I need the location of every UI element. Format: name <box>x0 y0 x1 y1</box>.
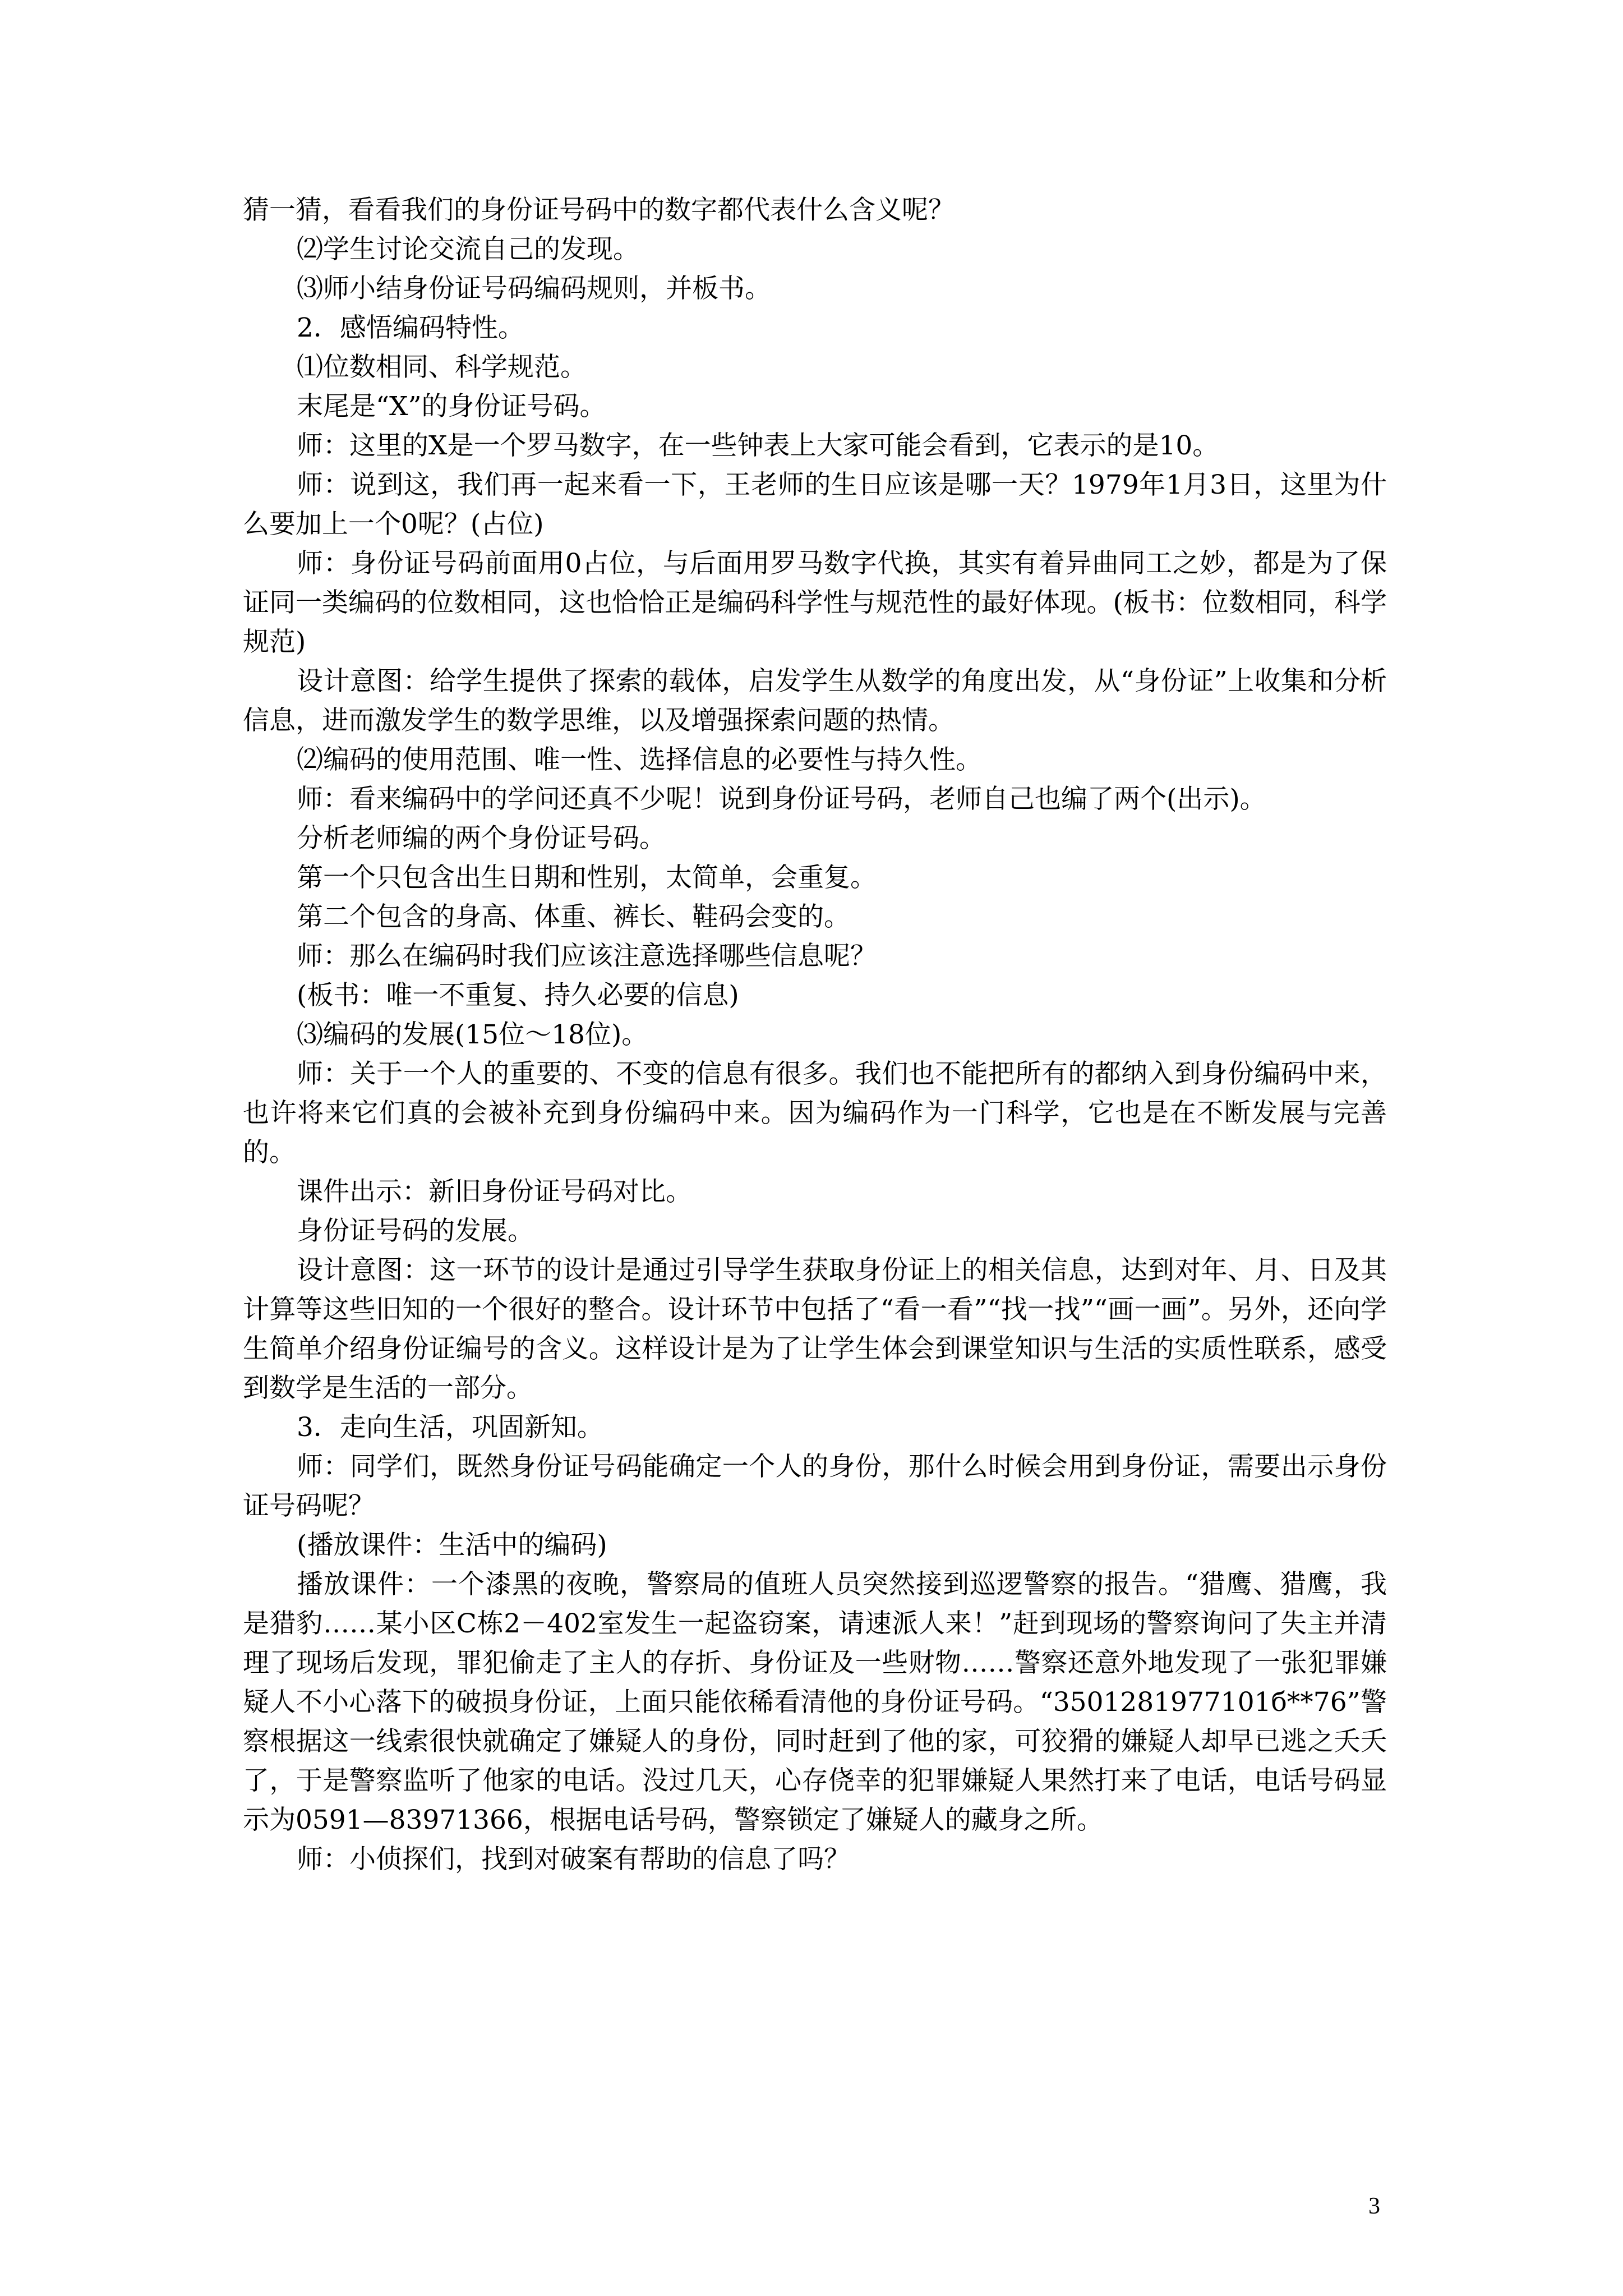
paragraph: (板书：唯一不重复、持久必要的信息) <box>297 980 739 1011</box>
paragraph: 师：这里的X是一个罗马数字，在一些钟表上大家可能会看到，它表示的是10。 <box>297 430 1219 461</box>
paragraph: 播放课件：一个漆黑的夜晚，警察局的值班人员突然接到巡逻警察的报告。“猎鹰、猎鹰，我是猎豹……某小区C栋2－402室发生一起盗窃案，请速派人来！”赶到现场的警察询问了失主并清理了现场后发现，罪犯偷走了主人的存折、身份证及一些财物……警察还意外地发现了一张犯罪嫌疑人不小心落下的破损身份证，上面只能依稀看清他的身份证号码。“3501281977101б**76”警察根据这一线索很快就确定了嫌疑人的身份，同时赶到了他的家，可狡猾的嫌疑人却早已逃之夭夭了，于是警察监听了他家的电话。没过几天，心存侥幸的犯罪嫌疑人果然打来了电话，电话号码显示为0591—83971366，根据电话号码，警察锁定了嫌疑人的藏身之所。 <box>243 1569 1387 1835</box>
paragraph: (播放课件：生活中的编码) <box>297 1530 607 1561</box>
paragraph: 猜一猜，看看我们的身份证号码中的数字都代表什么含义呢？ <box>243 195 955 226</box>
paragraph: 师：小侦探们，找到对破案有帮助的信息了吗？ <box>297 1844 850 1875</box>
paragraph: ⑴位数相同、科学规范。 <box>297 352 587 383</box>
paragraph: 师：关于一个人的重要的、不变的信息有很多。我们也不能把所有的都纳入到身份编码中来，也许将来它们真的会被补充到身份编码中来。因为编码作为一门科学，它也是在不断发展与完善的。 <box>243 1059 1387 1168</box>
paragraph: 师：说到这，我们再一起来看一下，王老师的生日应该是哪一天？1979年1月3日，这里为什么要加上一个0呢？(占位) <box>243 470 1387 540</box>
paragraph: ⑶师小结身份证号码编码规则，并板书。 <box>297 273 771 304</box>
paragraph: 设计意图：给学生提供了探索的载体，启发学生从数学的角度出发，从“身份证”上收集和分析信息，进而激发学生的数学思维，以及增强探索问题的热情。 <box>243 666 1387 736</box>
paragraph: 师：同学们，既然身份证号码能确定一个人的身份，那什么时候会用到身份证，需要出示身份证号码呢？ <box>243 1451 1387 1521</box>
paragraph: 师：看来编码中的学问还真不少呢！说到身份证号码，老师自己也编了两个(出示)。 <box>297 784 1266 815</box>
page-number: 3 <box>1368 2193 1380 2219</box>
paragraph: ⑵学生讨论交流自己的发现。 <box>297 234 639 265</box>
paragraph: 第二个包含的身高、体重、裤长、鞋码会变的。 <box>297 901 850 932</box>
paragraph: ⑶编码的发展(15位～18位)。 <box>297 1019 648 1050</box>
paragraph: ⑵编码的使用范围、唯一性、选择信息的必要性与持久性。 <box>297 744 982 775</box>
paragraph: 分析老师编的两个身份证号码。 <box>297 823 666 854</box>
section-heading: 3．走向生活，巩固新知。 <box>297 1412 603 1443</box>
body-text <box>243 191 1387 1879</box>
paragraph: 末尾是“X”的身份证号码。 <box>297 391 606 422</box>
paragraph: 师：身份证号码前面用0占位，与后面用罗马数字代换，其实有着异曲同工之妙，都是为了保证同一类编码的位数相同，这也恰恰正是编码科学性与规范性的最好体现。(板书：位数相同，科学规范) <box>243 548 1387 657</box>
paragraph: 身份证号码的发展。 <box>297 1216 534 1246</box>
paragraph: 师：那么在编码时我们应该注意选择哪些信息呢？ <box>297 941 877 972</box>
paragraph: 课件出示：新旧身份证号码对比。 <box>297 1176 692 1207</box>
section-heading: 2．感悟编码特性。 <box>297 312 524 343</box>
paragraph: 第一个只包含出生日期和性别，太简单，会重复。 <box>297 862 877 893</box>
paragraph: 设计意图：这一环节的设计是通过引导学生获取身份证上的相关信息，达到对年、月、日及其计算等这些旧知的一个很好的整合。设计环节中包括了“看一看”“找一找”“画一画”。另外，还向学生简单介绍身份证编号的含义。这样设计是为了让学生体会到课堂知识与生活的实质性联系，感受到数学是生活的一部分。 <box>243 1255 1387 1404</box>
